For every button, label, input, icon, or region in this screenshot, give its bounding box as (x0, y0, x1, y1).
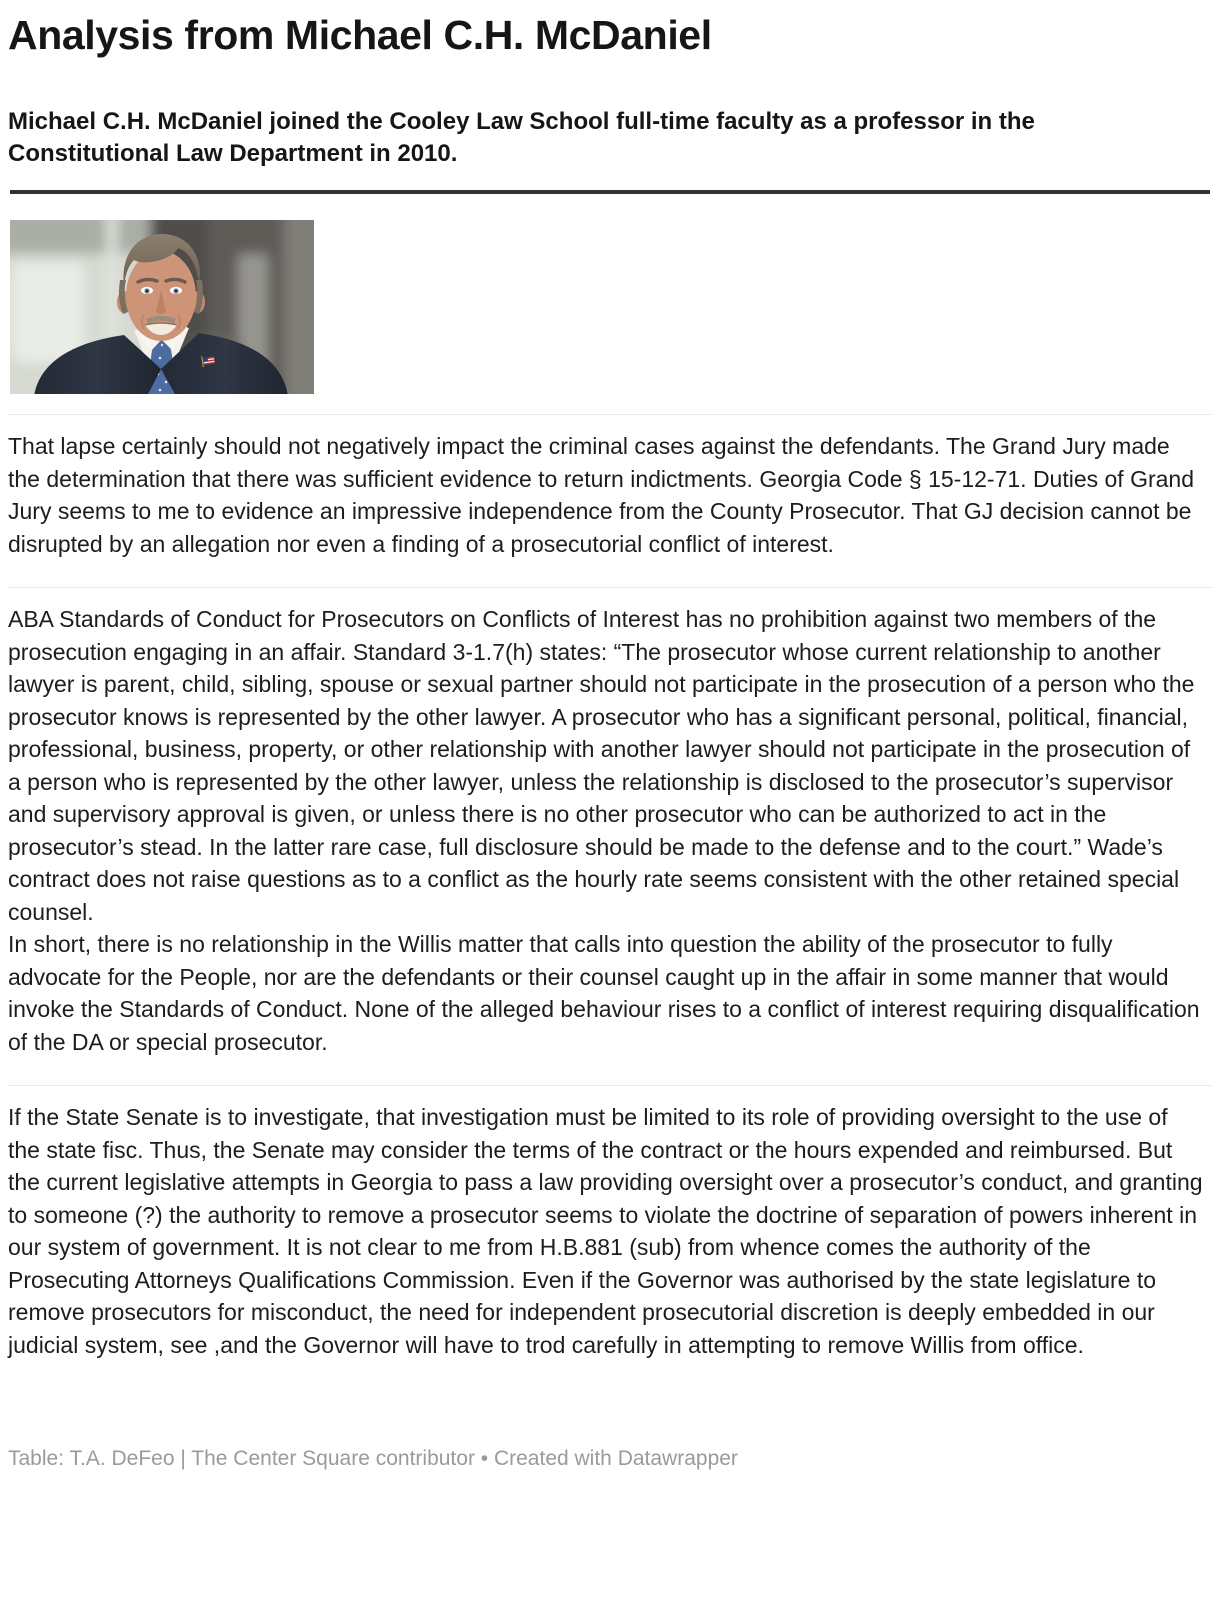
attribution-separator: • (474, 1447, 494, 1470)
analysis-paragraph: ABA Standards of Conduct for Prosecutors on Conflicts of Interest has no prohibition against two members of the prosecution engaging in an affair. Standard 3-1.7(h) states: “The prosecutor whose current relationship to another lawyer is parent, child, sibling, spouse or sexual partner should not participate in the prosecution of a person who the prosecutor knows is represented by the other lawyer. A prosecutor who has a significant personal, political, financial, professional, business, property, or other relationship with another lawyer should not participate in the prosecution of a person who is represented by the other lawyer, unless the relationship is disclosed to the prosecutor’s supervisor and supervisory approval is given, or unless there is no other prosecutor who can be authorized to act in the prosecutor’s stead. In the latter rare case, full disclosure should be made to the defense and to the court.” Wade’s contract does not raise questions as to a conflict as the hourly rate seems consistent with the other retained special counsel. (8, 606, 1195, 925)
analysis-paragraph: If the State Senate is to investigate, that investigation must be limited to its role of providing oversight to the use of the state fisc. Thus, the Senate may consider the terms of the contract or the hours expended and reimbursed. But the current legislative attempts in Georgia to pass a law providing oversight over a prosecutor’s conduct, and granting to someone (?) the authority to remove a prosecutor seems to violate the doctrine of separation of powers inherent in our system of government. It is not clear to me from H.B.881 (sub) from whence comes the authority of the Prosecuting Attorneys Qualifications Commission. Even if the Governor was authorised by the state legislature to remove prosecutors for misconduct, the need for independent prosecutorial discretion is deeply embedded in our judicial system, see ,and the Governor will have to trod carefully in attempting to remove Willis from office. (8, 1104, 1203, 1358)
table-row-photo (8, 194, 1212, 415)
analysis-paragraph: That lapse certainly should not negatively impact the criminal cases against the defendants. The Grand Jury made the determination that there was sufficient evidence to return indictments. Georgia Code § 15-12-71. Duties of Grand Jury seems to me to evidence an impressive independence from the County Prosecutor. That GJ decision cannot be disrupted by an allegation nor even a finding of a prosecutorial conflict of interest. (8, 433, 1195, 557)
attribution (8, 1446, 1212, 1472)
table-row (8, 588, 1212, 1086)
table-row (8, 415, 1212, 588)
datawrapper-credit-link[interactable]: Created with Datawrapper (493, 1447, 738, 1470)
portrait-photo (10, 220, 314, 394)
analysis-paragraph: In short, there is no relationship in the Willis matter that calls into question the ability of the prosecutor to fully advocate for the People, nor are the defendants or their counsel caught up in the affair in some manner that would invoke the Standards of Conduct. None of the alleged behaviour rises to a conflict of interest requiring disqualification of the DA or special prosecutor. (8, 931, 1200, 1055)
page-title: Analysis from Michael C.H. McDaniel (8, 12, 712, 58)
attribution-source: Table: T.A. DeFeo | The Center Square contributor (8, 1447, 475, 1470)
table-intro: Michael C.H. McDaniel joined the Cooley Law School full-time faculty as a professor in the Constitutional Law Department in 2010. (8, 108, 1035, 167)
table-row (8, 1086, 1212, 1388)
